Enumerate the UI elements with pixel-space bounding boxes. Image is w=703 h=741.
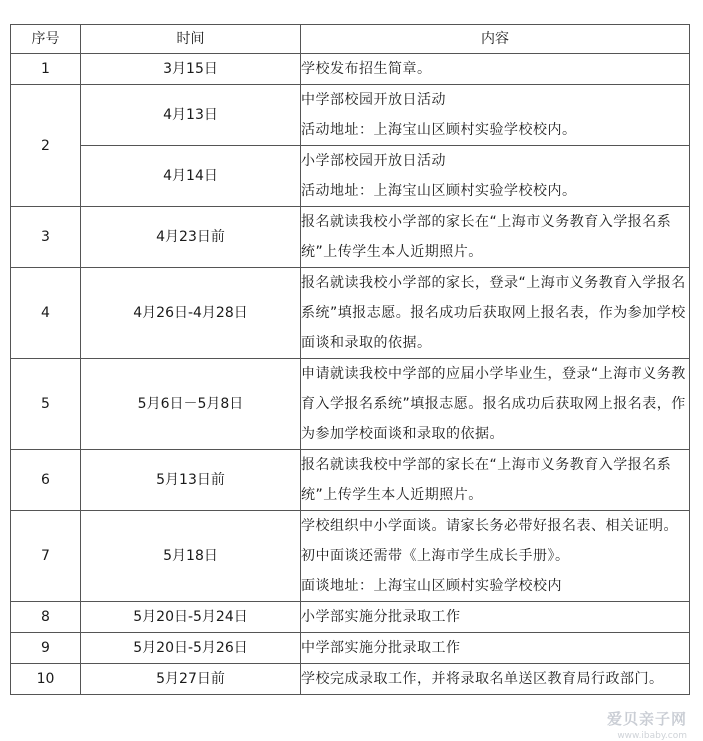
watermark-logo: 爱贝亲子网	[606, 710, 687, 728]
row-num: 9	[11, 633, 81, 664]
row-time: 5月20日-5月24日	[81, 602, 301, 633]
row-num: 7	[11, 511, 81, 602]
table-row	[11, 85, 690, 146]
row-time: 5月27日前	[81, 664, 301, 695]
header-num: 序号	[11, 25, 81, 54]
content-line: 面谈地址：上海宝山区顾村实验学校校内	[301, 578, 562, 594]
row-time: 3月15日	[81, 54, 301, 85]
row-time: 5月13日前	[81, 450, 301, 511]
row-time: 4月14日	[81, 146, 301, 207]
row-content: 报名就读我校小学部的家长，登录“上海市义务教育入学报名系统”填报志愿。报名成功后获取网上报名表，作为参加学校面谈和录取的依据。	[301, 268, 690, 359]
table-row	[11, 146, 690, 207]
table-row	[11, 511, 690, 602]
row-time: 4月23日前	[81, 207, 301, 268]
row-content	[301, 146, 690, 207]
table-row	[11, 54, 690, 85]
row-content	[301, 511, 690, 602]
row-time: 5月20日-5月26日	[81, 633, 301, 664]
row-num: 1	[11, 54, 81, 85]
table-row	[11, 602, 690, 633]
row-content: 报名就读我校中学部的家长在“上海市义务教育入学报名系统”上传学生本人近期照片。	[301, 450, 690, 511]
row-num: 5	[11, 359, 81, 450]
table-row	[11, 207, 690, 268]
row-content: 报名就读我校小学部的家长在“上海市义务教育入学报名系统”上传学生本人近期照片。	[301, 207, 690, 268]
row-time: 5月18日	[81, 511, 301, 602]
row-content: 中学部实施分批录取工作	[301, 633, 690, 664]
row-content: 学校完成录取工作，并将录取名单送区教育局行政部门。	[301, 664, 690, 695]
row-content	[301, 85, 690, 146]
row-num: 4	[11, 268, 81, 359]
row-time: 4月26日-4月28日	[81, 268, 301, 359]
content-line: 活动地址：上海宝山区顾村实验学校校内。	[301, 183, 577, 199]
row-num: 6	[11, 450, 81, 511]
content-line: 活动地址：上海宝山区顾村实验学校校内。	[301, 122, 577, 138]
content-line: 小学部校园开放日活动	[301, 153, 446, 169]
table-row	[11, 450, 690, 511]
table-header-row	[11, 25, 690, 54]
content-line: 学校发布招生简章。	[301, 61, 432, 77]
content-line: 中学部校园开放日活动	[301, 92, 446, 108]
row-content	[301, 54, 690, 85]
watermark-url: www.ibaby.com	[617, 731, 687, 741]
header-time: 时间	[81, 25, 301, 54]
header-content: 内容	[301, 25, 690, 54]
row-num: 2	[11, 85, 81, 207]
row-num: 8	[11, 602, 81, 633]
admission-schedule-table	[10, 24, 690, 695]
row-time: 5月6日－5月8日	[81, 359, 301, 450]
row-time: 4月13日	[81, 85, 301, 146]
row-content: 小学部实施分批录取工作	[301, 602, 690, 633]
table-row	[11, 633, 690, 664]
table-row	[11, 359, 690, 450]
row-num: 10	[11, 664, 81, 695]
content-line: 学校组织中小学面谈。请家长务必带好报名表、相关证明。初中面谈还需带《上海市学生成长手册》。	[301, 518, 678, 564]
table-row	[11, 268, 690, 359]
row-num: 3	[11, 207, 81, 268]
row-content: 申请就读我校中学部的应届小学毕业生，登录“上海市义务教育入学报名系统”填报志愿。报名成功后获取网上报名表，作为参加学校面谈和录取的依据。	[301, 359, 690, 450]
table-row	[11, 664, 690, 695]
